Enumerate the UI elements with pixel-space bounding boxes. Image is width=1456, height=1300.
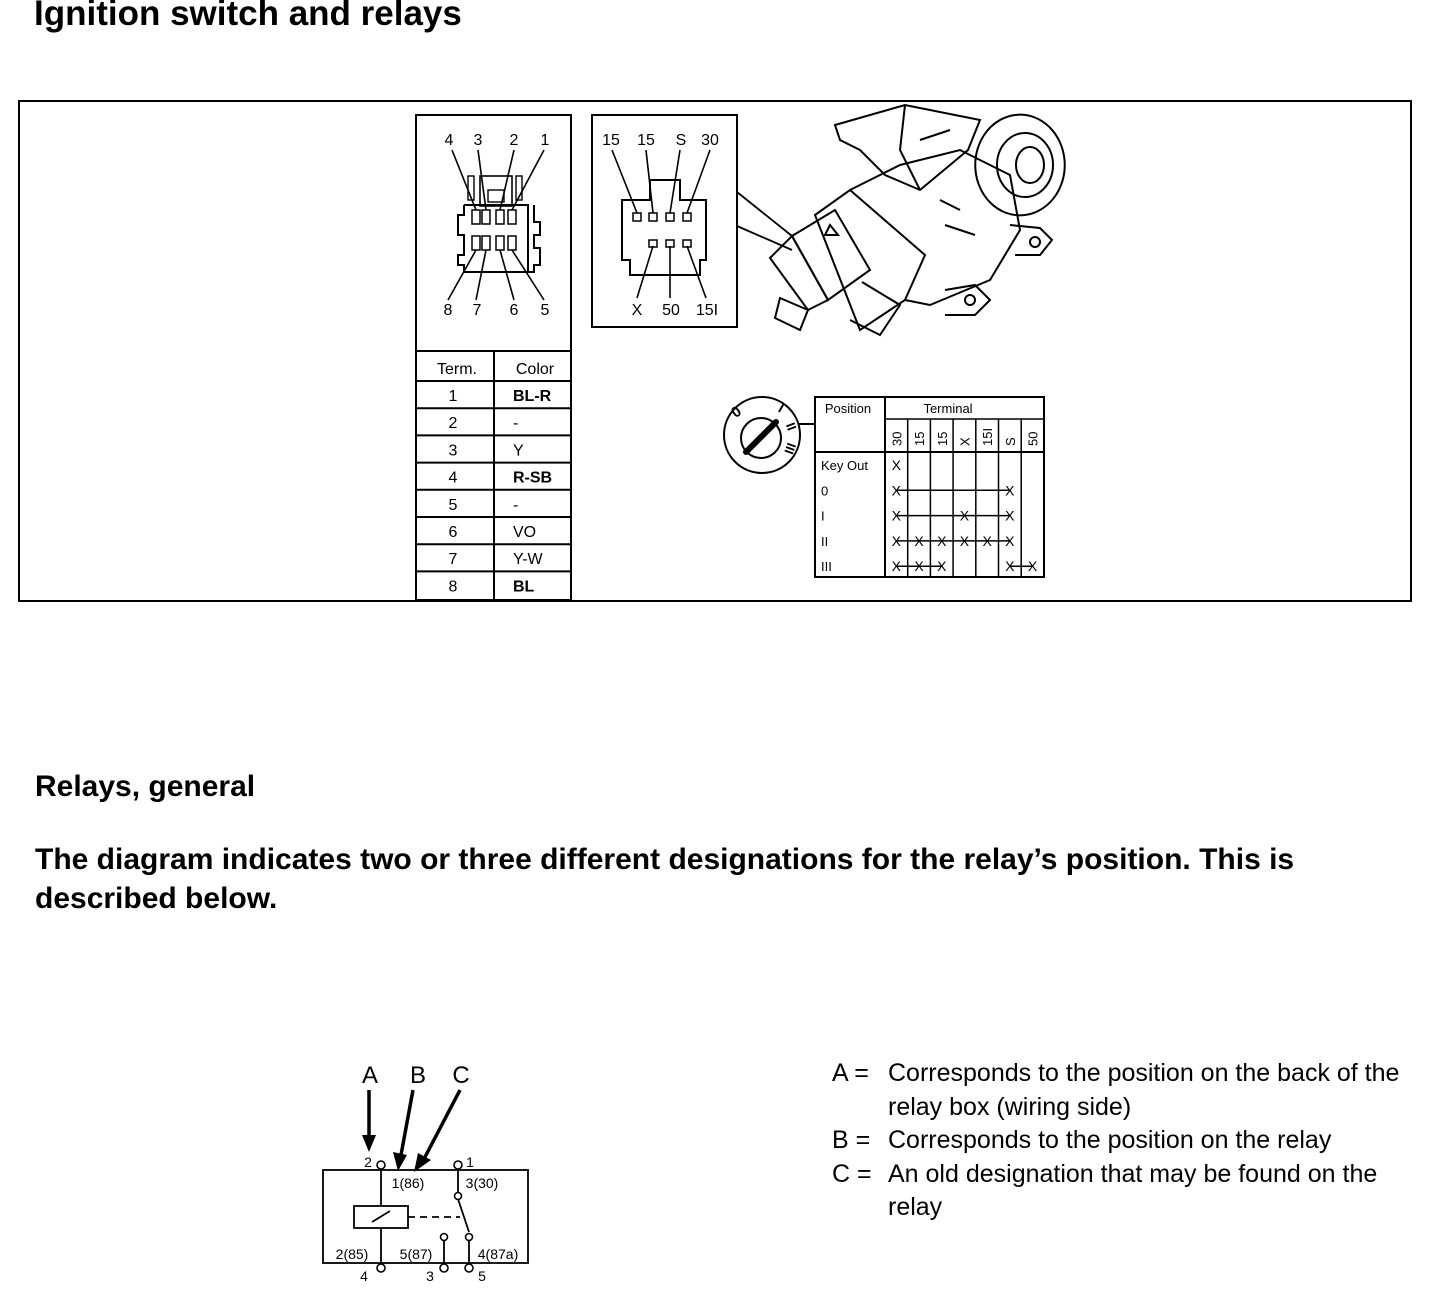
dial-pos-0: 0 xyxy=(728,402,745,422)
dial-pos-1: I xyxy=(775,400,787,416)
connector-a-pin xyxy=(496,210,504,224)
connector-b-pins xyxy=(633,213,691,247)
term-cell: 1 xyxy=(448,388,458,405)
connector-b-pin xyxy=(666,213,674,221)
terminal-mark: X xyxy=(937,558,947,575)
legend-key-a: A = xyxy=(832,1059,869,1087)
connector-b-pin xyxy=(633,213,641,221)
legend-item-a xyxy=(832,1057,1408,1124)
page-title: Ignition switch and relays xyxy=(34,0,462,33)
connector-a-pins xyxy=(472,210,516,250)
pin-label-a-bottom-1: 8 xyxy=(443,302,453,319)
position-row-label: I xyxy=(821,508,825,524)
color-cell: BL-R xyxy=(513,388,552,405)
terminal-mark: X xyxy=(891,532,902,549)
pointer-arrows xyxy=(362,1090,460,1172)
relays-heading: Relays, general xyxy=(35,770,256,803)
term-cell: 6 xyxy=(448,524,458,541)
color-cell: - xyxy=(513,496,519,514)
terminal-mark: X xyxy=(1005,532,1015,549)
dial-pos-2: II xyxy=(782,420,800,433)
term-header: Term. xyxy=(437,361,477,378)
connector-b xyxy=(592,115,737,327)
term-cell: 3 xyxy=(448,442,458,460)
terminal-mark: X xyxy=(891,457,902,473)
terminal-label: 30 xyxy=(889,431,905,446)
term-cell: 2 xyxy=(448,415,458,433)
connector-a-pin xyxy=(508,210,516,224)
connector-b-pin xyxy=(649,213,657,221)
pin-label-a-top-4: 1 xyxy=(540,132,550,149)
term-cell: 8 xyxy=(448,578,458,596)
legend-item-b xyxy=(832,1124,1408,1158)
relay-diagram xyxy=(323,1062,528,1284)
legend-key-b: B = xyxy=(832,1126,871,1154)
color-cell: Y-W xyxy=(513,551,543,569)
dial-pos-3: III xyxy=(781,440,800,457)
relay-pos-bottom-right: 5 xyxy=(478,1268,486,1284)
terminal-mark: X xyxy=(959,507,970,524)
connector-b-pin xyxy=(666,240,674,247)
pin-label-a-bottom-2: 7 xyxy=(472,302,482,319)
term-cell: 5 xyxy=(448,496,458,514)
connector-a-pin xyxy=(482,236,490,250)
relay-pos-bottom-mid: 3 xyxy=(426,1268,434,1284)
terminal-mark: X xyxy=(982,532,992,549)
relay-nc-contact-label: 4(87a) xyxy=(477,1246,519,1262)
term-color-table xyxy=(416,351,571,600)
relay-pos-top-left: 2 xyxy=(364,1154,372,1170)
connector-a-pin xyxy=(472,210,480,224)
terminal-label: 15 xyxy=(934,431,950,446)
position-row-label: 0 xyxy=(821,483,829,499)
terminal-header: Terminal xyxy=(923,401,973,416)
pin-label-a-bottom-4: 5 xyxy=(540,302,550,319)
terminal-mark: X xyxy=(959,532,970,549)
color-cell: Y xyxy=(513,442,524,460)
legend-text-a: Corresponds to the position on the back of the relay box (wiring side) xyxy=(888,1059,1400,1121)
color-cell: R-SB xyxy=(513,469,553,487)
pin-label-a-top-3: 2 xyxy=(509,132,519,149)
key-slot xyxy=(746,422,776,452)
pin-label-b-top-1: 15 xyxy=(602,132,620,149)
relay-coil-bottom-label: 2(85) xyxy=(335,1246,369,1262)
pin-label-b-bottom-1: X xyxy=(631,302,643,319)
terminal-label: 50 xyxy=(1025,431,1041,446)
terminal-mark: X xyxy=(891,482,902,499)
legend-key-c: C = xyxy=(832,1159,872,1188)
terminal-label: X xyxy=(957,437,973,446)
terminal-label: 15I xyxy=(980,427,996,446)
terminal-mark: X xyxy=(937,532,947,549)
connector-a-leads xyxy=(448,150,544,300)
color-cell: BL xyxy=(513,578,535,596)
position-header: Position xyxy=(824,401,872,416)
terminal-label: S xyxy=(1002,437,1018,446)
connector-b-pin xyxy=(683,213,691,221)
pin-label-b-top-4: 30 xyxy=(701,132,719,149)
terminal-mark: X xyxy=(1027,558,1038,575)
connector-b-pin xyxy=(683,240,691,247)
pin-label-b-bottom-2: 50 xyxy=(662,302,680,319)
relay-coil-top-label: 1(86) xyxy=(391,1175,425,1191)
relay-no-contact-label: 5(87) xyxy=(399,1246,433,1262)
lock-dial xyxy=(724,397,814,473)
pin-label-a-top-2: 3 xyxy=(473,132,483,149)
pin-label-a-bottom-3: 6 xyxy=(509,302,519,319)
terminal-mark: X xyxy=(1005,507,1015,524)
position-terminal-table xyxy=(815,397,1044,577)
term-cell: 4 xyxy=(448,469,458,487)
terminal-mark: X xyxy=(891,507,902,524)
term-cell: 7 xyxy=(448,551,458,569)
pointer-b-label: B xyxy=(409,1062,427,1089)
legend-text-b: Corresponds to the position on the relay xyxy=(888,1126,1332,1154)
terminal-mark: X xyxy=(891,558,902,575)
color-header: Color xyxy=(515,361,555,378)
pin-label-b-top-3: S xyxy=(675,132,687,149)
position-row-label: II xyxy=(821,533,829,549)
connector-a-pin xyxy=(508,236,516,250)
connector-b-pin xyxy=(649,240,657,247)
relay-pos-top-right: 1 xyxy=(466,1154,474,1170)
legend-item-c xyxy=(832,1158,1408,1225)
pointer-c-label: C xyxy=(452,1062,470,1089)
color-cell: - xyxy=(513,415,519,433)
relay-switch-top-label: 3(30) xyxy=(465,1175,499,1191)
pin-label-b-top-2: 15 xyxy=(637,132,655,149)
terminal-mark: X xyxy=(914,558,924,575)
terminal-label: 15 xyxy=(912,431,928,446)
color-cell: VO xyxy=(513,524,537,541)
terminal-mark: X xyxy=(1005,482,1015,499)
pin-label-b-bottom-3: 15I xyxy=(695,302,719,319)
connector-a-pin xyxy=(472,236,480,250)
position-row-label: Key Out xyxy=(821,458,868,473)
terminal-mark: X xyxy=(1005,558,1015,575)
connector-a-pin xyxy=(482,210,490,224)
relays-intro: The diagram indicates two or three different designations for the relay’s position. This is described below. xyxy=(35,843,1295,915)
position-row-label: III xyxy=(821,559,832,575)
relay-legend xyxy=(832,1057,1408,1225)
pointer-a-label: A xyxy=(361,1062,379,1089)
pin-label-a-top-1: 4 xyxy=(444,132,454,149)
connector-a-pin xyxy=(496,236,504,250)
ignition-switch-illustration xyxy=(770,105,1065,335)
legend-text-c: An old designation that may be found on the relay xyxy=(888,1159,1378,1221)
diagram-frame xyxy=(19,101,1411,601)
terminal-mark: X xyxy=(914,532,924,549)
relay-pos-bottom-left: 4 xyxy=(360,1268,368,1284)
